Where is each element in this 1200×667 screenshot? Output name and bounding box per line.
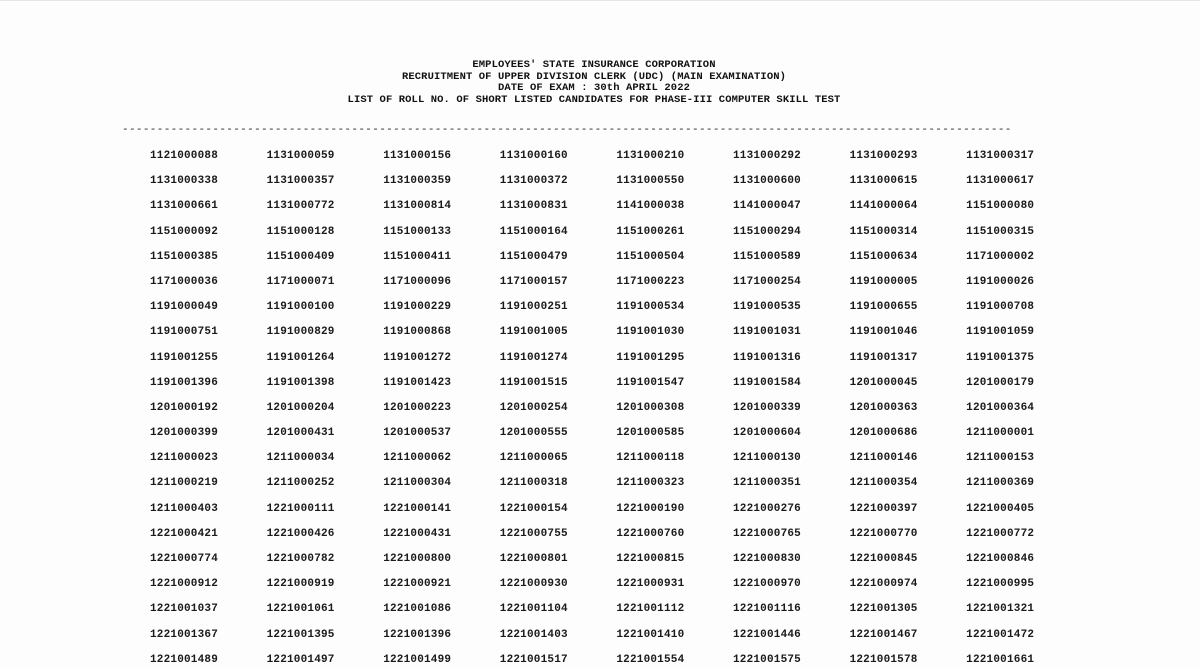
top-border [0,0,1200,1]
roll-number-cell: 1201000363 [849,401,918,414]
roll-number-cell: 1131000661 [150,200,219,213]
roll-number-cell: 1171000002 [966,250,1035,263]
roll-number-cell: 1191001274 [499,351,568,364]
roll-number-cell: 1221000931 [616,578,685,591]
roll-number-cell: 1151000133 [383,225,452,238]
roll-number-cell: 1191001272 [383,351,452,364]
roll-number-cell: 1151000261 [616,225,685,238]
roll-number-cell: 1221000974 [849,578,918,591]
roll-number-cell: 1221000154 [499,502,568,515]
roll-number-cell: 1141000038 [616,200,685,213]
roll-number-cell: 1191000251 [499,301,568,314]
roll-number-cell: 1121000088 [150,150,219,162]
roll-number-cell: 1201000364 [966,401,1035,414]
roll-number-cell: 1151000164 [499,225,568,238]
roll-number-cell: 1191000535 [732,301,801,314]
roll-number-cell: 1211000034 [266,452,335,465]
organization-title: EMPLOYEES' STATE INSURANCE CORPORATION [472,59,716,71]
roll-number-cell: 1201000604 [732,427,801,440]
roll-number-cell: 1131000372 [499,175,568,188]
roll-number-cell: 1191001547 [616,376,685,389]
roll-number-cell: 1171000223 [616,275,685,288]
roll-number-cell: 1221000930 [499,578,568,591]
roll-number-cell: 1221000431 [383,527,452,540]
roll-number-cell: 1191001515 [499,376,568,389]
roll-number-cell: 1191001584 [732,376,801,389]
roll-number-cell: 1221001321 [966,603,1035,616]
roll-number-cell: 1211000403 [150,502,219,515]
roll-number-cell: 1211000219 [150,477,219,490]
roll-number-cell: 1221000919 [266,578,335,591]
roll-number-cell: 1131000338 [150,175,219,188]
roll-number-cell: 1191000005 [849,275,918,288]
roll-number-cell: 1131000772 [266,200,335,213]
roll-number-cell: 1191000751 [150,326,219,339]
roll-number-cell: 1221001517 [499,653,568,666]
roll-number-cell: 1191001398 [266,376,335,389]
roll-number-cell: 1191000708 [966,301,1035,314]
roll-number-cell: 1131000814 [383,200,452,213]
roll-number-cell: 1211000001 [966,427,1035,440]
roll-number-cell: 1201000204 [266,401,335,414]
roll-number-cell: 1211000146 [849,452,918,465]
roll-number-cell: 1221000782 [266,553,335,565]
roll-number-cell: 1151000314 [849,225,918,238]
roll-number-cell: 1221000276 [732,502,801,515]
roll-number-cell: 1201000308 [616,401,685,414]
roll-number-cell: 1151000294 [732,225,801,238]
roll-number-cell: 1191000829 [266,326,335,339]
roll-number-cell: 1221000801 [499,553,568,565]
list-title: LIST OF ROLL NO. OF SHORT LISTED CANDIDATES FOR PHASE-III COMPUTER SKILL TEST [347,93,841,106]
roll-number-cell: 1201000339 [732,401,801,414]
roll-number-cell: 1201000223 [383,401,452,414]
roll-number-cell: 1211000065 [499,452,568,465]
roll-number-cell: 1221001367 [150,628,219,641]
roll-number-cell: 1211000318 [499,477,568,490]
roll-number-cell: 1171000071 [266,275,335,288]
roll-number-cell: 1201000045 [849,376,918,389]
roll-number-cell: 1221001305 [849,603,918,616]
roll-number-cell: 1131000293 [849,150,918,162]
roll-number-cell: 1221001578 [849,653,918,666]
roll-number-cell: 1151000080 [966,200,1035,213]
roll-number-cell: 1151000128 [266,225,335,238]
roll-number-cell: 1151000409 [266,250,335,263]
roll-number-cell: 1211000130 [732,452,801,465]
roll-number-cell: 1191001295 [616,351,685,364]
roll-number-cell: 1151000385 [150,250,219,263]
roll-number-cell: 1201000686 [849,427,918,440]
roll-number-cell: 1221000421 [150,527,219,540]
roll-number-cell: 1221000772 [966,527,1035,540]
roll-number-cell: 1221001467 [849,628,918,641]
roll-number-cell: 1221000912 [150,578,219,591]
roll-number-cell: 1141000047 [732,200,801,213]
roll-number-cell: 1221000190 [616,502,685,515]
roll-number-cell: 1191001375 [966,351,1035,364]
roll-number-cell: 1171000157 [499,275,568,288]
roll-number-cell: 1221001410 [616,628,685,641]
roll-number-cell: 1201000537 [383,427,452,440]
roll-number-cell: 1151000411 [383,250,452,263]
roll-number-cell: 1201000179 [966,376,1035,389]
roll-number-cell: 1151000092 [150,225,219,238]
roll-number-cell: 1221000760 [616,527,685,540]
roll-number-cell: 1221000765 [732,527,801,540]
roll-number-cell: 1211000153 [966,452,1035,465]
roll-number-cell: 1151000504 [616,250,685,263]
roll-number-cell: 1191001030 [616,326,685,339]
roll-number-cell: 1171000036 [150,275,219,288]
document-header [0,60,1188,106]
roll-number-cell: 1191000868 [383,326,452,339]
roll-number-cell: 1171000254 [732,275,801,288]
roll-number-cell: 1221000995 [966,578,1035,591]
roll-number-cell: 1211000351 [732,477,801,490]
roll-number-cell: 1221000830 [732,553,801,565]
roll-number-cell: 1221001403 [499,628,568,641]
roll-number-cell: 1211000252 [266,477,335,490]
roll-number-cell: 1221001499 [383,653,452,666]
roll-number-cell: 1211000323 [616,477,685,490]
roll-number-cell: 1131000615 [849,175,918,188]
roll-number-cell: 1221000405 [966,502,1035,515]
roll-number-cell: 1221000845 [849,553,918,565]
roll-number-cell: 1221001395 [266,628,335,641]
roll-number-cell: 1151000634 [849,250,918,263]
roll-number-cell: 1201000555 [499,427,568,440]
roll-number-cell: 1191000049 [150,301,219,314]
roll-number-cell: 1211000354 [849,477,918,490]
roll-number-cell: 1221000774 [150,553,219,565]
roll-number-cell: 1211000304 [383,477,452,490]
roll-number-cell: 1131000617 [966,175,1035,188]
roll-number-cell: 1221001086 [383,603,452,616]
roll-number-cell: 1221001104 [499,603,568,616]
roll-number-cell: 1151000315 [966,225,1035,238]
roll-number-cell: 1191001423 [383,376,452,389]
roll-number-cell: 1221001575 [732,653,801,666]
roll-number-cell: 1211000023 [150,452,219,465]
roll-number-cell: 1221000141 [383,502,452,515]
roll-number-cell: 1201000585 [616,427,685,440]
roll-number-cell: 1131000292 [732,150,801,162]
roll-number-cell: 1211000369 [966,477,1035,490]
roll-number-cell: 1191000655 [849,301,918,314]
roll-number-cell: 1171000096 [383,275,452,288]
exam-date: DATE OF EXAM : 30th APRIL 2022 [497,82,691,94]
recruitment-title: RECRUITMENT OF UPPER DIVISION CLERK (UDC) (MAIN EXAMINATION) [401,70,787,83]
roll-number-cell: 1221000815 [616,553,685,565]
roll-number-cell: 1151000479 [499,250,568,263]
roll-number-table [150,150,1083,667]
roll-number-cell: 1221001112 [616,603,685,616]
roll-number-cell: 1211000118 [616,452,685,465]
roll-number-cell: 1221000397 [849,502,918,515]
roll-number-cell: 1221000970 [732,578,801,591]
roll-number-cell: 1131000317 [966,150,1035,162]
roll-number-cell: 1131000359 [383,175,452,188]
roll-number-cell: 1221000111 [266,502,335,515]
roll-number-cell: 1191001317 [849,351,918,364]
roll-number-cell: 1221001489 [150,653,219,666]
roll-number-cell: 1221001497 [266,653,335,666]
roll-number-cell: 1191001316 [732,351,801,364]
roll-number-cell: 1131000210 [616,150,685,162]
roll-number-cell: 1191000534 [616,301,685,314]
roll-number-cell: 1191001046 [849,326,918,339]
dashed-separator: -------------------------------------------------------------------------------------------------------------------------------- [122,124,1012,136]
roll-number-cell: 1191001255 [150,351,219,364]
roll-number-cell: 1131000160 [499,150,568,162]
roll-number-cell: 1191000229 [383,301,452,314]
roll-number-cell: 1221000426 [266,527,335,540]
roll-number-cell: 1131000059 [266,150,335,162]
roll-number-cell: 1131000156 [383,150,452,162]
roll-number-cell: 1221001116 [732,603,801,616]
roll-number-cell: 1191000026 [966,275,1035,288]
roll-number-cell: 1191001031 [732,326,801,339]
roll-number-cell: 1221001061 [266,603,335,616]
roll-number-cell: 1221000846 [966,553,1035,565]
roll-number-cell: 1131000550 [616,175,685,188]
roll-number-cell: 1131000357 [266,175,335,188]
roll-number-cell: 1191001059 [966,326,1035,339]
roll-number-cell: 1221001446 [732,628,801,641]
roll-number-cell: 1221001554 [616,653,685,666]
roll-number-cell: 1221000800 [383,553,452,565]
roll-number-cell: 1221001037 [150,603,219,616]
roll-number-cell: 1221001661 [966,653,1035,666]
roll-number-cell: 1221000755 [499,527,568,540]
roll-number-cell: 1221001472 [966,628,1035,641]
roll-number-cell: 1191000100 [266,301,335,314]
roll-number-cell: 1191001396 [150,376,219,389]
roll-number-cell: 1201000254 [499,401,568,414]
roll-number-cell: 1201000399 [150,427,219,440]
roll-number-cell: 1221001396 [383,628,452,641]
roll-number-cell: 1221000770 [849,527,918,540]
roll-number-cell: 1131000831 [499,200,568,213]
roll-number-cell: 1211000062 [383,452,452,465]
roll-number-cell: 1221000921 [383,578,452,591]
roll-number-cell: 1141000064 [849,200,918,213]
roll-number-cell: 1201000192 [150,401,219,414]
roll-number-cell: 1151000589 [732,250,801,263]
roll-number-cell: 1131000600 [732,175,801,188]
roll-number-cell: 1191001005 [499,326,568,339]
roll-number-cell: 1191001264 [266,351,335,364]
roll-number-cell: 1201000431 [266,427,335,440]
